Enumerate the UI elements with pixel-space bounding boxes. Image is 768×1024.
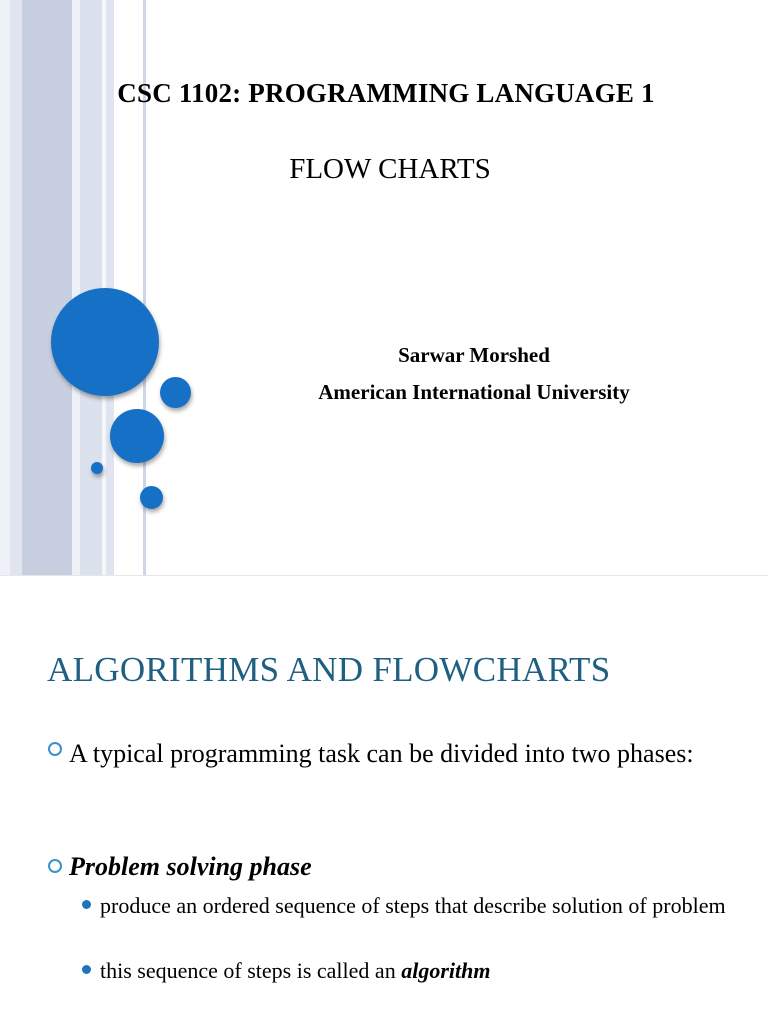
sub-bullet-item	[100, 956, 750, 986]
content-slide	[0, 576, 768, 1024]
bullet-ring-icon	[48, 859, 62, 873]
bullet-ring-icon	[48, 742, 62, 756]
sub-bullet-dot-icon	[82, 965, 91, 974]
topic-title: FLOW CHARTS	[289, 153, 491, 185]
sub-bullet-dot-icon	[82, 900, 91, 909]
sub-bullet-text: produce an ordered sequence of steps that describe solution of problem	[100, 893, 726, 918]
circle-medium-icon	[110, 409, 164, 463]
course-title: CSC 1102: PROGRAMMING LANGUAGE 1	[117, 78, 655, 108]
circle-tiny-icon	[91, 462, 103, 474]
institution-name: American International University	[318, 380, 630, 404]
slide-title: ALGORITHMS AND FLOWCHARTS	[47, 650, 611, 689]
bullet-text: Problem solving phase	[69, 852, 312, 881]
bullet-text: A typical programming task can be divided into two phases:	[69, 739, 694, 768]
sub-bullet-text: this sequence of steps is called an	[100, 958, 402, 983]
circle-small-icon	[140, 486, 163, 509]
author-name: Sarwar Morshed	[398, 343, 550, 367]
emphasis-term: algorithm	[401, 958, 491, 983]
